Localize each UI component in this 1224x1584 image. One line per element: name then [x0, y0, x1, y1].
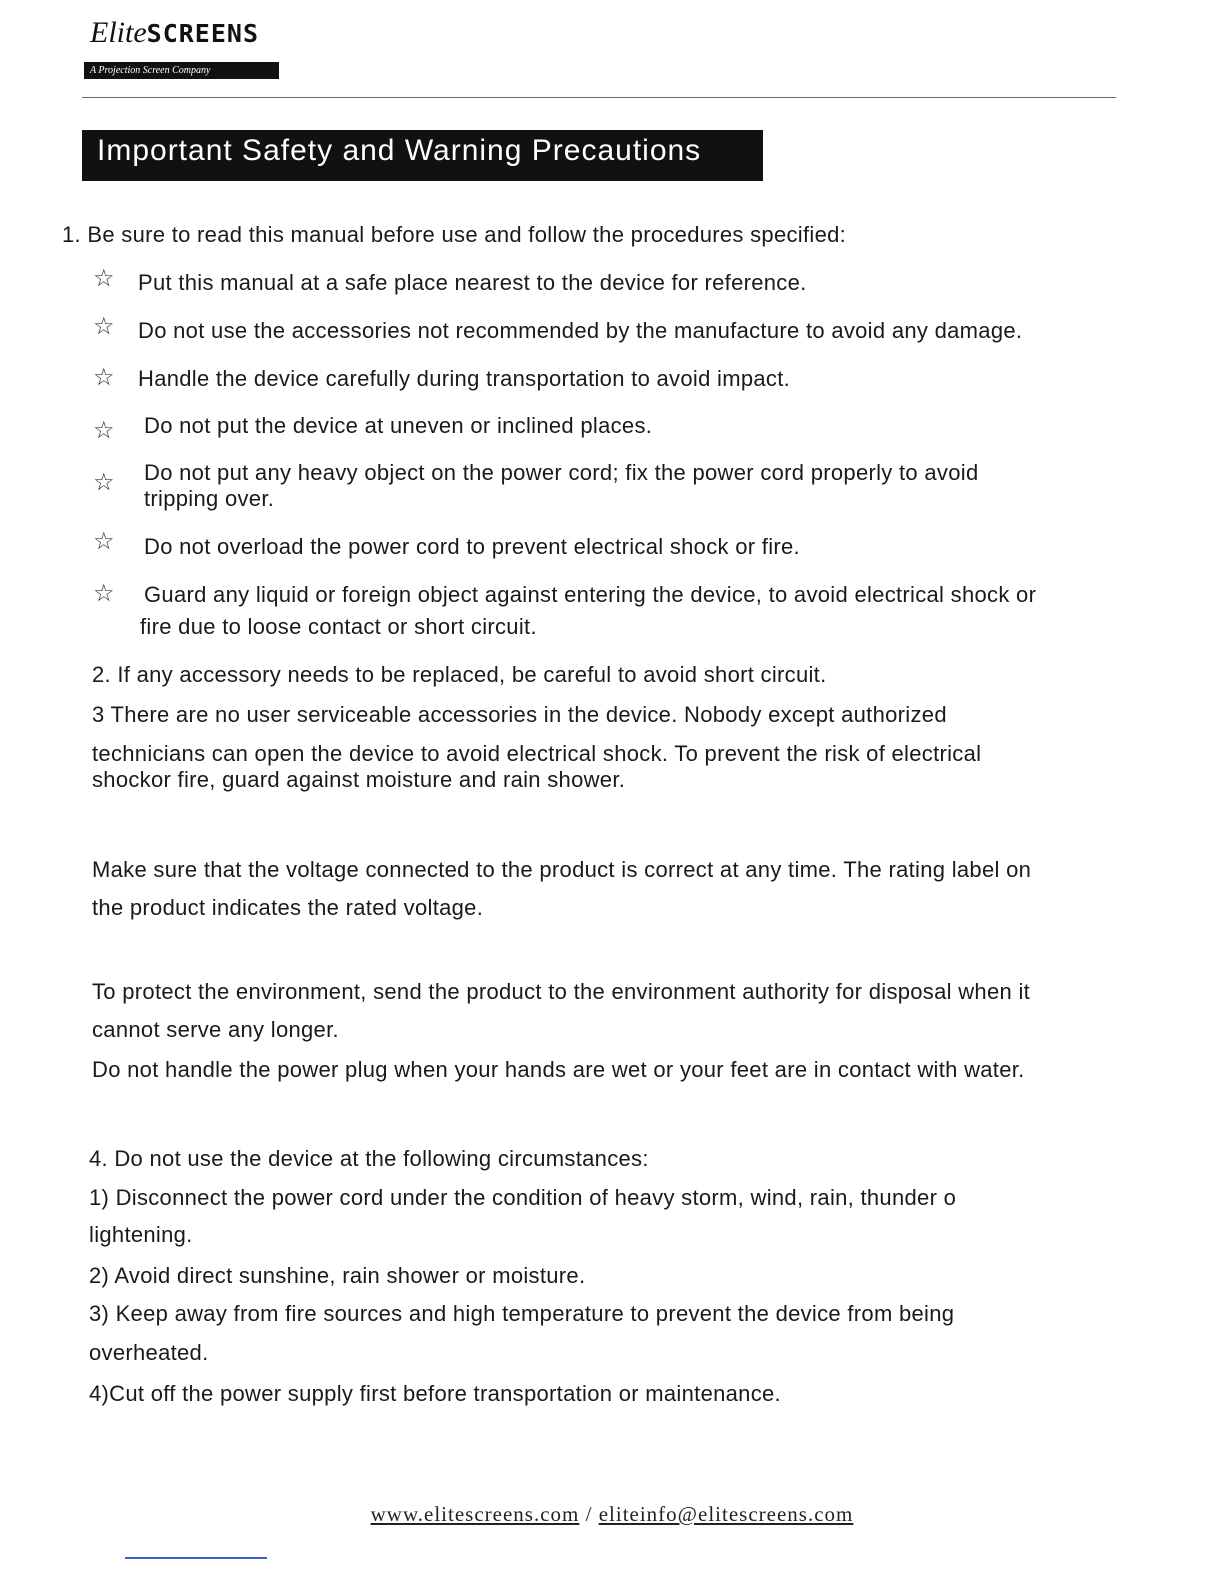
star-outline-icon: ☆ [93, 363, 115, 391]
item-2-text: 2. If any accessory needs to be replaced, be careful to avoid short circuit. [92, 662, 827, 687]
star-outline-icon: ☆ [93, 579, 115, 607]
logo [90, 16, 259, 50]
bullet-text: Do not put any heavy object on the power cord; fix the power cord properly to avoid [144, 460, 979, 485]
voltage-text: the product indicates the rated voltage. [92, 895, 484, 920]
environment-text: Do not handle the power plug when your hands are wet or your feet are in contact with water. [92, 1057, 1025, 1082]
star-outline-icon: ☆ [93, 468, 115, 496]
logo-brand: SCREENS [146, 19, 260, 48]
page-title: Important Safety and Warning Precautions [82, 130, 763, 181]
item-1-text: 1. Be sure to read this manual before use and follow the procedures specified: [62, 222, 847, 247]
item-4-line: overheated. [89, 1340, 209, 1365]
footer [0, 1502, 1224, 1527]
voltage-text: Make sure that the voltage connected to the product is correct at any time. The rating label on [92, 857, 1032, 882]
item-4-line: lightening. [89, 1222, 193, 1247]
footer-separator: / [579, 1502, 599, 1526]
bullet-text: Do not overload the power cord to prevent electrical shock or fire. [144, 534, 800, 559]
star-outline-icon: ☆ [93, 264, 115, 292]
star-outline-icon: ☆ [93, 416, 115, 444]
item-4-heading: 4. Do not use the device at the following circumstances: [89, 1146, 649, 1171]
item-3-text: technicians can open the device to avoid electrical shock. To prevent the risk of electrical [92, 741, 982, 766]
item-3-text: 3 There are no user serviceable accessories in the device. Nobody except authorized [92, 702, 947, 727]
bullet-text-continued: fire due to loose contact or short circuit. [140, 614, 537, 639]
environment-text: cannot serve any longer. [92, 1017, 339, 1042]
bullet-text: Guard any liquid or foreign object against entering the device, to avoid electrical shock or [144, 582, 1037, 607]
bullet-text: Do not use the accessories not recommended by the manufacture to avoid any damage. [138, 318, 1023, 343]
item-4-line: 4)Cut off the power supply first before transportation or maintenance. [89, 1381, 781, 1406]
item-4-line: 1) Disconnect the power cord under the condition of heavy storm, wind, rain, thunder o [89, 1185, 957, 1210]
logo-tagline: A Projection Screen Company [84, 62, 279, 79]
item-3-text: shockor fire, guard against moisture and rain shower. [92, 767, 626, 792]
bullet-text: Handle the device carefully during transportation to avoid impact. [138, 366, 791, 391]
email-link[interactable]: eliteinfo@elitescreens.com [598, 1502, 854, 1526]
bullet-text-continued: tripping over. [144, 486, 275, 511]
item-4-line: 2) Avoid direct sunshine, rain shower or moisture. [89, 1263, 586, 1288]
bullet-text: Do not put the device at uneven or inclined places. [144, 413, 653, 438]
star-outline-icon: ☆ [93, 312, 115, 340]
header-divider [82, 97, 1116, 98]
star-outline-icon: ☆ [93, 527, 115, 555]
environment-text: To protect the environment, send the product to the environment authority for disposal when it [92, 979, 1031, 1004]
website-link[interactable]: www.elitescreens.com [370, 1502, 580, 1526]
bullet-text: Put this manual at a safe place nearest to the device for reference. [138, 270, 807, 295]
logo-script: Elite [90, 16, 147, 49]
item-4-line: 3) Keep away from fire sources and high temperature to prevent the device from being [89, 1301, 955, 1326]
footer-accent-line [125, 1557, 267, 1559]
